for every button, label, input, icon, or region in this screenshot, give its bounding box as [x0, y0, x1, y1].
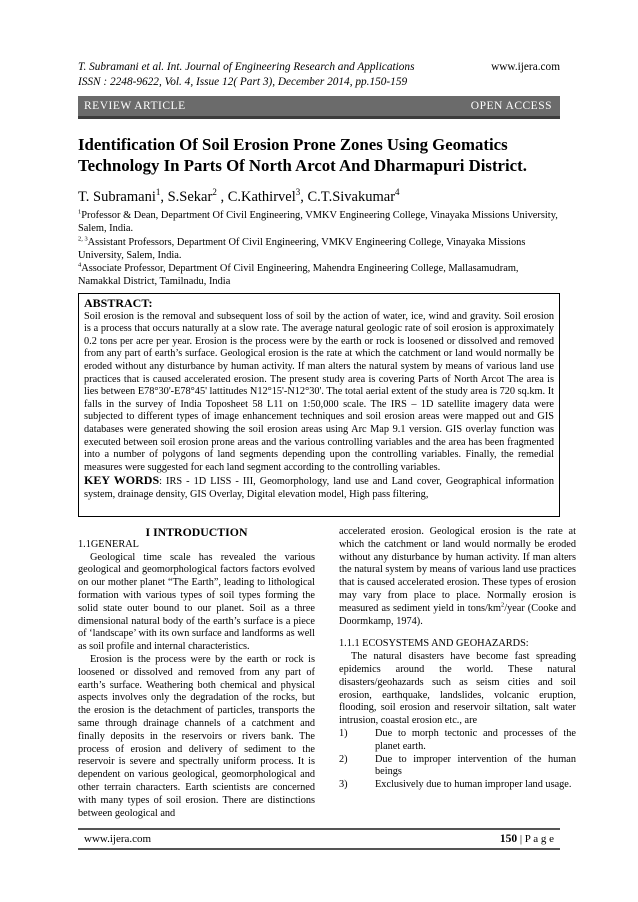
superscript: 2 [501, 601, 505, 609]
open-access-label: OPEN ACCESS [470, 100, 552, 112]
list-text: Due to improper intervention of the human beings [375, 753, 576, 778]
page-number-value: 150 [499, 833, 518, 845]
review-article-label: REVIEW ARTICLE [84, 100, 186, 112]
paragraph [339, 526, 576, 628]
list-number: 1) [339, 727, 348, 739]
keywords-label: KEY WORDS [84, 473, 160, 488]
article-type-banner [78, 96, 560, 119]
affiliation [78, 236, 560, 263]
list-item [339, 779, 576, 792]
author-sup: 4 [395, 187, 400, 198]
author-name: C.Kathirvel [227, 189, 296, 205]
abstract-heading: ABSTRACT: [84, 296, 153, 310]
affiliation-text: Assistant Professors, Department Of Civil Engineering, VMKV Engineering College, Vinayaka Missions University, Salem, India. [78, 236, 526, 261]
page-footer [78, 828, 560, 850]
author-name: T. Subramani [78, 189, 156, 205]
subsection-heading: 1.1GENERAL [78, 538, 139, 550]
affiliation [78, 262, 560, 289]
author-name: S.Sekar [167, 189, 213, 205]
affiliation [78, 209, 560, 236]
citation-line-2: ISSN : 2248-9622, Vol. 4, Issue 12( Part 3), December 2014, pp.150-159 [78, 76, 408, 88]
subsection-heading: 1.1.1 ECOSYSTEMS AND GEOHAZARDS: [339, 638, 529, 650]
paragraph: The natural disasters have become fast spreading epidemics around the world. These natural disasters/geohazards such as seism cities and soil erosion, earthquake, landslides, volcanic eruption, flooding, soil erosion and reservoir siltation, salt water intrusion, coastal erosion etc., are [339, 651, 576, 727]
keywords [84, 474, 554, 501]
paragraph-text: accelerated erosion. Geological erosion is the rate at which the catchment or land would normally be eroded without any disturbance by human activity. If man alters the natural system by means of various land use practices that is caused accelerated erosion. These types of erosion may vary from place to place. Normally erosion is measured as sediment yield in tons/km [339, 526, 576, 614]
citation-line-1: T. Subramani et al. Int. Journal of Engineering Research and Applications [78, 61, 415, 73]
page-number [500, 833, 554, 845]
list-text: Due to morph tectonic and processes of the planet earth. [375, 727, 576, 752]
paragraph: Geological time scale has revealed the various geological and geomorphological factors factors evolved on our mother planet “The Earth”, leading to lithological formation with various types of soil types forming the solid state outer bound to our planet. Soil as a three dimensional natural body of the earth’s surface is a piece of ‘landscape’ with its own surface and landforms as well as soil profile and internal characteristics. [78, 551, 315, 653]
abstract-box [78, 293, 560, 517]
affiliation-text: Associate Professor, Department Of Civil Engineering, Mahendra Engineering College, Mallasamudram, Namakkal District, Tamilnadu, India [78, 263, 519, 288]
affiliations [78, 209, 560, 289]
right-column [339, 526, 576, 792]
affiliation-sup: 1 [78, 208, 82, 216]
list-number: 3) [339, 779, 348, 791]
author-list: T. Subramani$^1$, S.Sekar$^2$ , C.Kathirvel$^3$, C.T.Sivakumar$^4$ [78, 187, 400, 205]
paragraph-text: /year (Cooke and Doormkamp, 1974). [339, 602, 576, 627]
list-item [339, 728, 576, 754]
footer-url[interactable]: www.ijera.com [84, 833, 152, 845]
affiliation-sup: 4 [78, 261, 82, 269]
paragraph: Erosion is the process were by the earth or rock is loosened or dissolved and removed from any part of earth’s surface. Weathering both chemical and physical aspects involves only the degradation of the rocks, but the erosion is the detachment of particles, transports the same through drainage channels of a catchment and finally deposits in the reservoirs or rivers bank. The process of erosion and delivery of sediment to the reservoir is severe and spectrally uniform process. It is dependent on various geological, geomorphological and other terrain characters. Earth scientists are concerned with many types of soil erosion. There are distinctions between geological and [78, 653, 315, 819]
journal-header [78, 60, 560, 90]
author-name: C.T.Sivakumar [307, 189, 396, 205]
author-sup: 1 [155, 187, 161, 198]
left-column [78, 526, 315, 820]
abstract-text: Soil erosion is the removal and subsequent loss of soil by the action of water, ice, wind and gravity. Soil erosion is a process that occurs naturally at a slow rate. The average natural geologic rate of soil erosion is approximately 0.2 tons per acre per year. Erosion is the process were by the earth or rock is loosened or dissolved and removed from any part of earth’s surface. Geological erosion is the rate at which the catchment or land would normally be eroded without any disturbance by human activity. If man alters the natural system by means of various land use practices that is caused accelerated erosion. The present study area is covering Parts of North Arcot The area is lies between E78°30'-E78°45' lattitudes N12°15'-N12°30'. The total aerial extent of the study area is 720 sq.km. It falls in the survey of India Toposheet 58 L11 on 1:50,000 scale. The IRS – 1D satellite imagery data were subjected to different types of image enhancement techniques and soil erosion areas were mapped out and GIS databases were generated showing the soil erosion areas using Arc Map 9.1 version. GIS overlay function was executed between soil erosion prone areas and the various controlling variables and the area has been fragmented into a number of polygons of land segments depending upon the controlling variables. Finally, the remedial measures were suggested for each land segment according to the controlling variables. [84, 310, 554, 473]
list-item [339, 754, 576, 780]
keywords-text: : IRS - 1D LISS - III, Geomorphology, land use and Land cover, Geographical information system, drainage density, GIS Overlay, Digital elevation model, High pass filtering, [84, 476, 554, 500]
list-number: 2) [339, 753, 348, 765]
list-text: Exclusively due to human improper land usage. [375, 779, 572, 791]
paper-title: Identification Of Soil Erosion Prone Zones Using Geomatics Technology In Parts Of North Arcot And Dharmapuri District. [78, 135, 527, 175]
author-sup: 3 [295, 187, 301, 198]
affiliation-text: Professor & Dean, Department Of Civil Engineering, VMKV Engineering College, Vinayaka Missions University, Salem, India. [78, 210, 558, 235]
journal-url[interactable]: www.ijera.com [491, 61, 560, 73]
affiliation-sup: 2, 3 [78, 235, 88, 243]
section-heading-introduction: I INTRODUCTION [145, 525, 248, 539]
page-label: | P a g e [517, 833, 554, 845]
author-sup: 2 [212, 187, 217, 198]
